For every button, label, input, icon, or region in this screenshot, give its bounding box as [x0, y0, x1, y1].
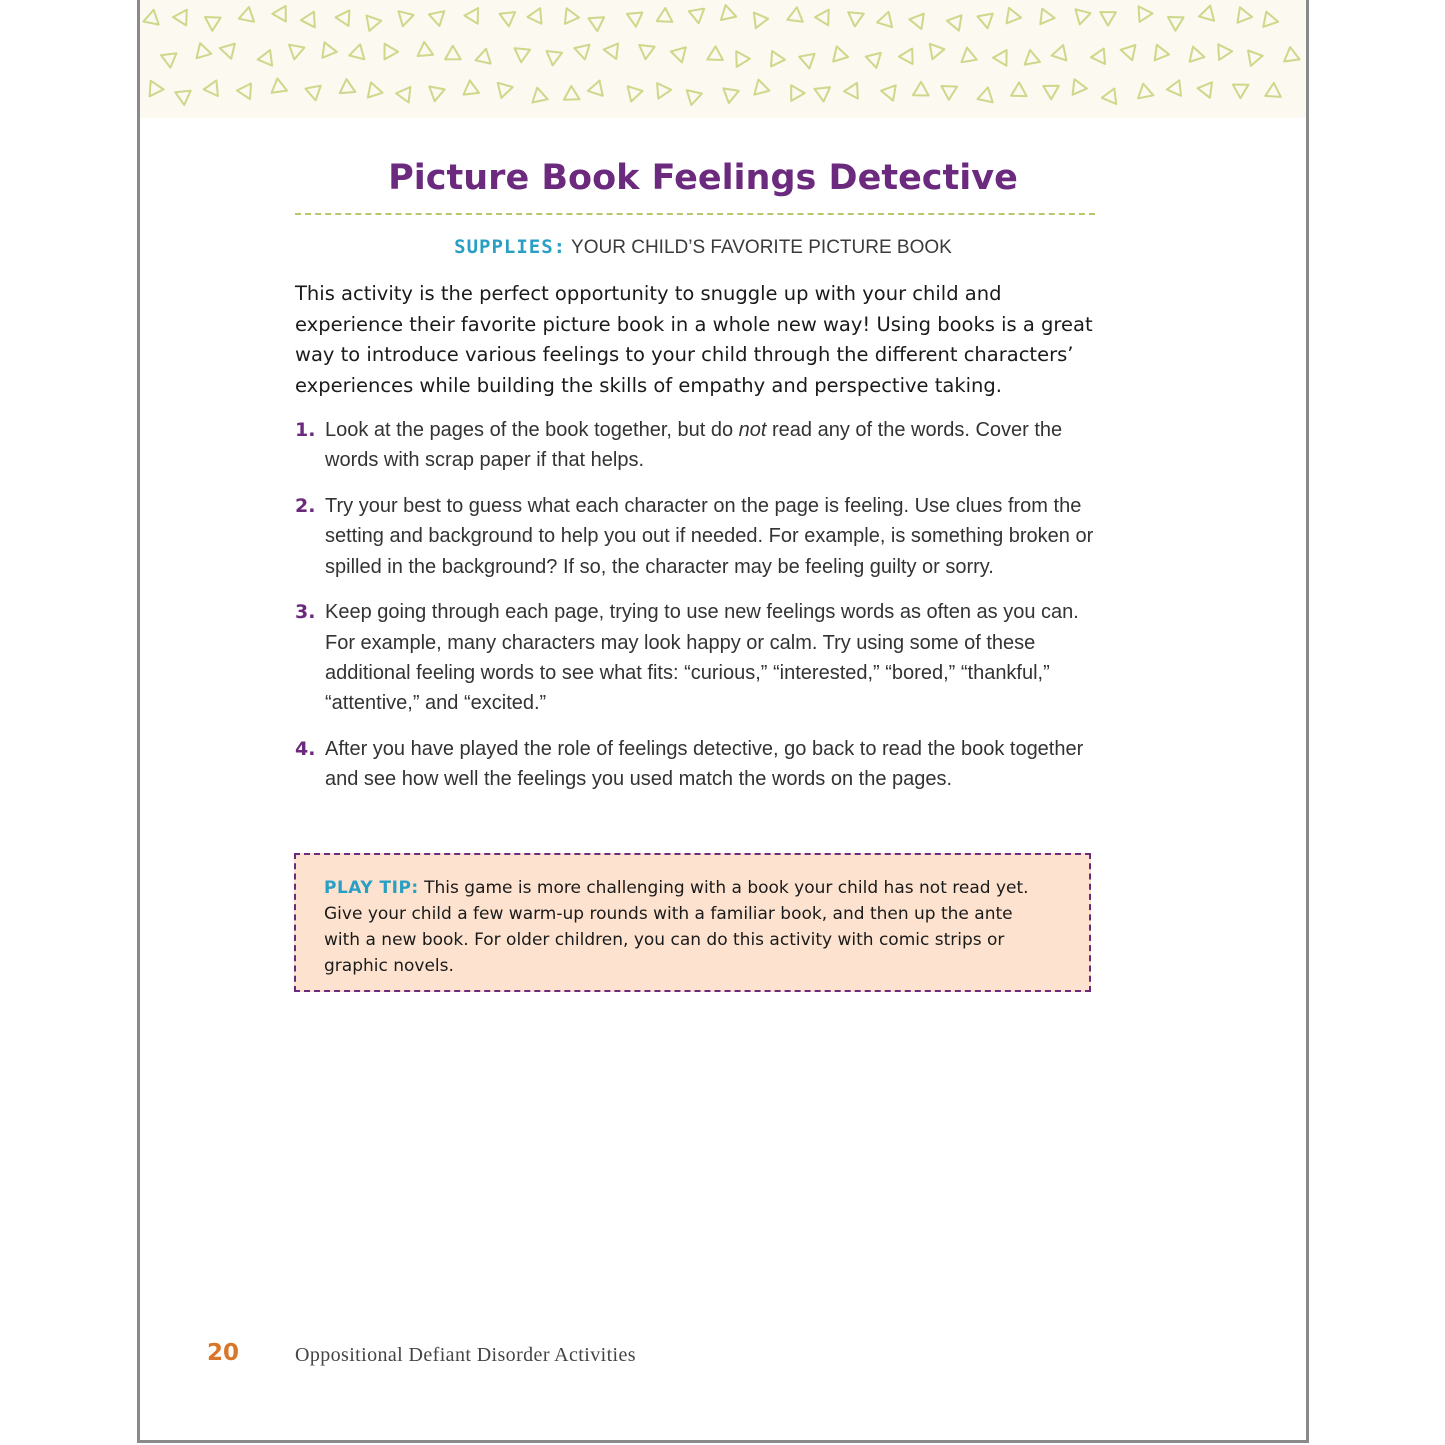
triangle-shape: [305, 86, 320, 101]
step-number: 2.: [295, 495, 316, 518]
triangle-shape: [627, 13, 643, 27]
list-item: [295, 597, 1100, 718]
triangle-shape: [220, 44, 235, 59]
triangle-shape: [445, 46, 461, 60]
triangle-shape: [322, 42, 336, 57]
triangle-shape: [833, 46, 848, 61]
triangle-shape: [301, 12, 315, 28]
triangle-shape: [565, 8, 579, 23]
triangle-shape: [978, 14, 993, 29]
triangle-pattern-graphic: [140, 0, 1306, 118]
triangle-shape: [1052, 45, 1067, 60]
triangle-shape: [799, 54, 814, 69]
triangle-shape: [1263, 12, 1278, 27]
page-title: Picture Book Feelings Detective: [388, 158, 1018, 198]
triangle-shape: [1139, 6, 1153, 22]
triangle-shape: [657, 8, 673, 22]
page-number: 20: [207, 1340, 240, 1366]
triangle-shape: [464, 80, 480, 94]
triangle-shape: [881, 85, 896, 100]
triangle-shape: [532, 88, 547, 103]
triangle-shape: [1100, 12, 1116, 26]
triangle-shape: [1198, 82, 1212, 98]
book-page: [137, 0, 1309, 1443]
triangle-shape: [1043, 86, 1059, 100]
triangle-shape: [1167, 80, 1181, 96]
triangle-shape: [1102, 89, 1116, 105]
triangle-shape: [429, 87, 444, 102]
triangle-shape: [574, 45, 589, 60]
step-number: 4.: [295, 738, 316, 761]
triangle-shape: [340, 79, 356, 93]
triangle-shape: [289, 45, 304, 60]
triangle-pattern-header: [140, 0, 1306, 118]
triangle-shape: [385, 44, 399, 60]
triangle-shape: [272, 78, 287, 92]
triangle-shape: [150, 81, 164, 97]
triangle-shape: [721, 5, 736, 20]
triangle-shape: [367, 16, 382, 31]
triangle-shape: [272, 6, 286, 22]
title-divider: [295, 213, 1095, 215]
triangle-shape: [476, 49, 491, 64]
triangle-shape: [1011, 82, 1027, 96]
triangle-shape: [204, 80, 218, 96]
triangle-shape: [671, 47, 686, 62]
triangle-shape: [349, 44, 364, 59]
triangle-shape: [498, 83, 513, 98]
play-tip-label: PLAY TIP:: [324, 878, 419, 898]
step-number: 3.: [295, 601, 316, 624]
triangle-shape: [143, 10, 158, 25]
triangle-shape: [368, 82, 383, 97]
triangle-shape: [175, 91, 191, 105]
triangle-shape: [1138, 84, 1153, 99]
triangle-shape: [791, 85, 805, 101]
list-item: [295, 491, 1100, 582]
triangle-shape: [239, 7, 254, 22]
step-text: After you have played the role of feelings detective, go back to read the book together and see how well the feelings you used match the words on the pages.: [325, 738, 1084, 791]
triangle-shape: [866, 53, 881, 68]
triangle-shape: [396, 87, 410, 103]
triangle-shape: [1238, 7, 1253, 22]
triangle-shape: [1091, 49, 1105, 65]
supplies-label: SUPPLIES:: [454, 236, 567, 258]
triangle-shape: [815, 10, 829, 26]
triangle-shape: [815, 87, 831, 101]
triangle-shape: [947, 15, 962, 30]
triangle-shape: [771, 51, 785, 67]
triangle-shape: [589, 17, 605, 31]
triangle-shape: [909, 14, 924, 29]
triangle-shape: [978, 87, 993, 102]
play-tip-text: [324, 875, 1054, 979]
triangle-shape: [754, 13, 768, 29]
supplies-text: YOUR CHILD’S FAVORITE PICTURE BOOK: [566, 237, 952, 258]
triangle-shape: [1025, 50, 1040, 65]
triangle-shape: [689, 9, 704, 24]
step-text: Keep going through each page, trying to use new feelings words as often as you can. For example, many characters may look happy or calm. Try using some of these additional feeling words to see what fits: “curious,” “interested,” “bored,” “thankful,” “attentive,” and “excited.”: [325, 601, 1079, 715]
triangle-shape: [399, 11, 414, 26]
step-text: Look at the pages of the book together, but do not read any of the words. Cover the words with scrap paper if that helps.: [325, 419, 1063, 472]
triangle-shape: [527, 8, 541, 24]
triangle-shape: [844, 83, 858, 99]
triangle-shape: [429, 11, 444, 26]
triangle-shape: [899, 49, 913, 65]
intro-paragraph: This activity is the perfect opportunity to snuggle up with your child and experience their favorite picture book in a whole new way! Using books is a great way to introduce various feelings to your child through the different characters’ experiences while building the skills of empathy and perspective taking.: [295, 282, 1093, 397]
triangle-shape: [336, 10, 350, 26]
step-number: 1.: [295, 419, 316, 441]
triangle-shape: [1076, 9, 1091, 24]
triangle-shape: [197, 43, 212, 58]
step-text: Try your best to guess what each character on the page is feeling. Use clues from the setting and background to help you out if needed. For example, is something broken or spilled in the background? If so, the character may be feeling guilty or sorry.: [325, 495, 1094, 578]
list-item: [295, 734, 1100, 795]
triangle-shape: [1007, 8, 1022, 23]
triangle-shape: [1284, 47, 1300, 61]
triangle-shape: [754, 80, 769, 95]
triangle-shape: [993, 50, 1007, 66]
triangle-shape: [657, 83, 671, 99]
emphasis-text: not: [738, 419, 767, 441]
steps-list: [295, 415, 1100, 810]
triangle-shape: [1040, 9, 1054, 24]
triangle-shape: [1248, 51, 1263, 66]
triangle-shape: [500, 12, 515, 26]
triangle-shape: [1190, 47, 1205, 62]
triangle-shape: [1121, 45, 1136, 60]
triangle-shape: [736, 51, 750, 67]
triangle-shape: [173, 10, 187, 26]
triangle-shape: [1218, 44, 1232, 60]
triangle-shape: [1265, 83, 1281, 97]
running-head: Oppositional Defiant Disorder Activities: [295, 1344, 636, 1366]
triangle-shape: [628, 86, 643, 101]
triangle-shape: [1073, 79, 1087, 95]
triangle-shape: [547, 51, 563, 65]
triangle-shape: [787, 7, 803, 21]
triangle-shape: [1199, 6, 1214, 21]
triangle-shape: [848, 12, 864, 26]
play-tip-body: This game is more challenging with a book your child has not read yet. Give your child a few warm-up rounds with a familiar book, and then up the ante with a new book. For older children, you can do this activity with comic strips or graphic novels.: [324, 878, 1029, 976]
triangle-shape: [639, 45, 655, 59]
triangle-shape: [237, 84, 251, 100]
triangle-shape: [707, 46, 723, 60]
triangle-shape: [418, 42, 434, 56]
triangle-shape: [723, 88, 738, 103]
triangle-shape: [258, 50, 272, 66]
triangle-shape: [930, 44, 945, 59]
triangle-shape: [205, 17, 221, 31]
supplies-line: [140, 236, 1266, 259]
triangle-shape: [588, 81, 603, 96]
triangle-shape: [687, 90, 702, 105]
triangle-shape: [161, 53, 176, 67]
triangle-shape: [604, 44, 618, 60]
triangle-shape: [464, 8, 478, 24]
play-tip-box: [294, 853, 1091, 992]
list-item: [295, 415, 1100, 476]
triangle-shape: [1168, 17, 1184, 31]
triangle-shape: [564, 86, 580, 100]
triangle-shape: [515, 48, 531, 62]
triangle-shape: [1233, 85, 1249, 99]
triangle-shape: [1155, 45, 1169, 61]
triangle-shape: [942, 86, 958, 100]
triangle-shape: [877, 12, 892, 27]
triangle-shape: [962, 48, 977, 63]
triangle-shape: [913, 82, 929, 96]
